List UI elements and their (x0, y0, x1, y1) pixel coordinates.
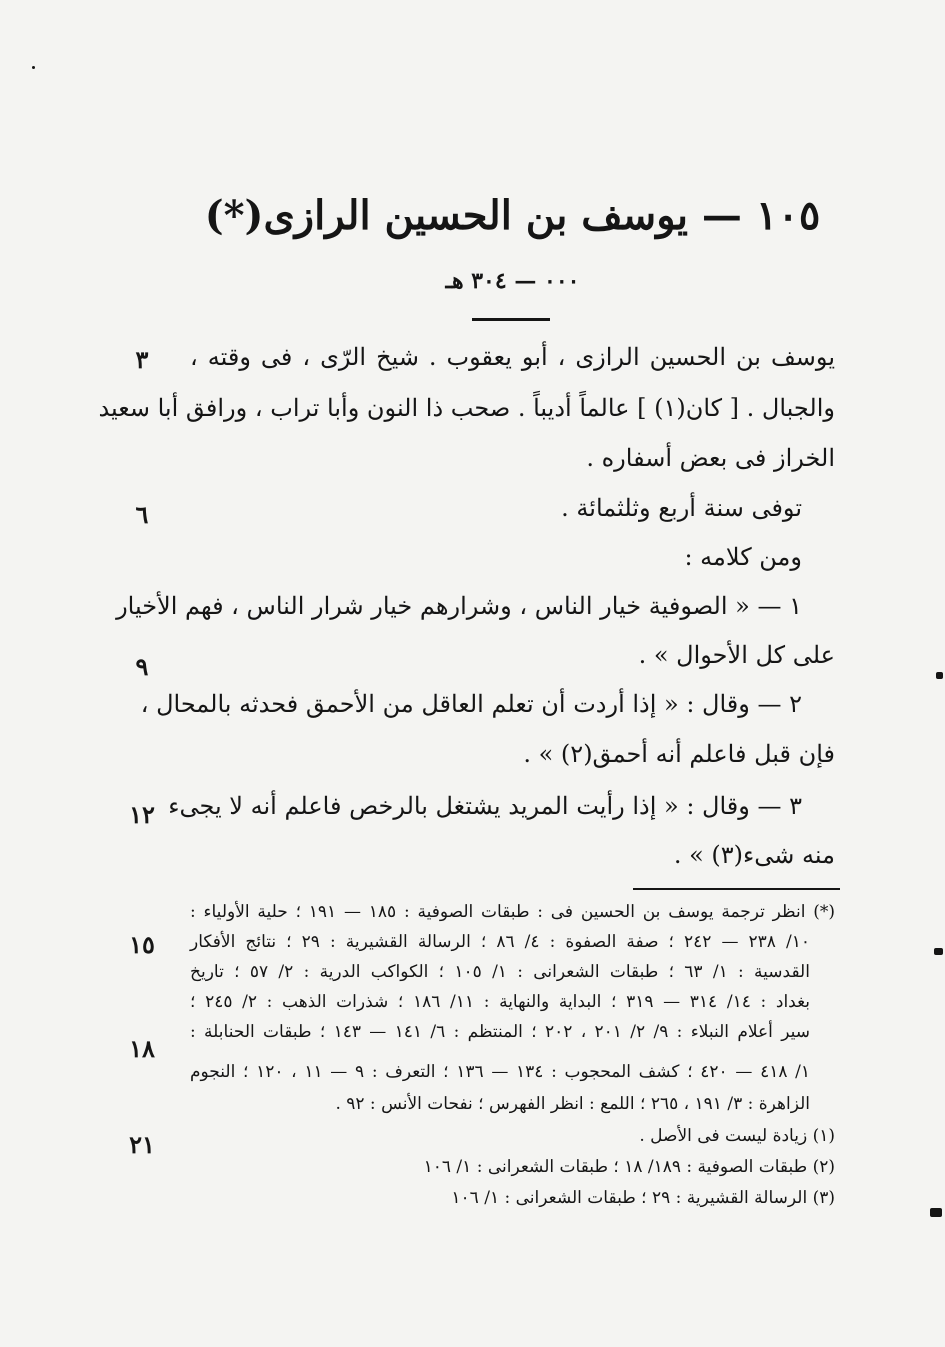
footnote-line: القدسية : ١/ ٦٣ ؛ طبقات الشعرانى : ١/ ١٠٥ ؛ الكواكب الدرية : ٢/ ٥٧ ؛ تاريخ (190, 962, 810, 982)
body-line: على كل الأحوال » . (638, 641, 835, 669)
body-line: ومن كلامه : (684, 543, 802, 571)
footnote-line: الزاهرة : ٣/ ١٩١ ، ٢٦٥ ؛ اللمع : انظر الفهرس ؛ نفحات الأنس : ٩٢ . (335, 1094, 810, 1114)
body-line: الخراز فى بعض أسفاره . (586, 444, 835, 472)
line-number: ١٢ (129, 800, 155, 829)
body-line: يوسف بن الحسين الرازى ، أبو يعقوب . شيخ الرّى ، فى وقته ، (190, 343, 835, 371)
footnote-line: ١/ ٤١٨ — ٤٢٠ ؛ كشف المحجوب : ١٣٤ — ١٣٦ ؛ التعرف : ٩ — ١١ ، ١٢٠ ؛ النجوم (190, 1062, 811, 1082)
footnote-line: (*) انظر ترجمة يوسف بن الحسين فى : طبقات الصوفية : ١٨٥ — ١٩١ ؛ حلية الأولياء : (190, 902, 836, 922)
body-line: ٢ — وقال : « إذا أردت أن تعلم العاقل من الأحمق فحدثه بالمحال ، (140, 690, 802, 718)
line-number: ٢١ (129, 1130, 155, 1159)
line-number: ٩ (135, 652, 149, 681)
scan-speck (936, 672, 943, 679)
birth-death-dates: ٠٠٠ — ٣٠٤ هـ (445, 268, 580, 294)
body-line: توفى سنة أربع وثلثمائة . (561, 494, 802, 522)
body-line: فإن قبل فاعلم أنه أحمق(٢) » . (523, 740, 835, 768)
scan-speck (32, 66, 35, 69)
body-line: والجبال . [ كان(١) ] عالماً أديباً . صحب ذا النون وأبا تراب ، ورافق أبا سعيد (98, 394, 835, 422)
body-line: ٣ — وقال : « إذا رأيت المريد يشتغل بالرخص فاعلم أنه لا يجىء (168, 792, 802, 820)
line-number: ١٨ (129, 1034, 155, 1063)
line-number: ٣ (135, 345, 149, 374)
title-divider (472, 318, 550, 321)
scan-speck (934, 948, 943, 955)
footnote-line: بغداد : ١٤/ ٣١٤ — ٣١٩ ؛ البداية والنهاية : ١١/ ١٨٦ ؛ شذرات الذهب : ٢/ ٢٤٥ ؛ (190, 992, 811, 1012)
body-line: ١ — « الصوفية خيار الناس ، وشرارهم خيار شرار الناس ، فهم الأخيار (116, 592, 802, 620)
footnote-line: (٢) طبقات الصوفية : ١٨٩/ ١٨ ؛ طبقات الشعرانى : ١/ ١٠٦ (423, 1157, 835, 1177)
line-number: ١٥ (129, 930, 155, 959)
footnote-divider (633, 888, 840, 890)
footnote-line: سير أعلام النبلاء : ٩/ ٢/ ٢٠١ ، ٢٠٢ ؛ المنتظم : ٦/ ١٤١ — ١٤٣ ؛ طبقات الحنابلة : (190, 1022, 810, 1042)
chapter-title: ١٠٥ — يوسف بن الحسين الرازى(*) (204, 192, 821, 239)
footnote-line: (١) زيادة ليست فى الأصل . (639, 1126, 835, 1146)
footnote-line: (٣) الرسالة القشيرية : ٢٩ ؛ طبقات الشعرانى : ١/ ١٠٦ (451, 1188, 835, 1208)
body-line: منه شىء(٣) » . (673, 841, 835, 869)
scan-speck (930, 1208, 942, 1217)
line-number: ٦ (135, 500, 149, 529)
footnote-line: ١٠/ ٢٣٨ — ٢٤٢ ؛ صفة الصفوة : ٤/ ٨٦ ؛ الرسالة القشيرية : ٢٩ ؛ نتائج الأفكار (190, 932, 810, 952)
